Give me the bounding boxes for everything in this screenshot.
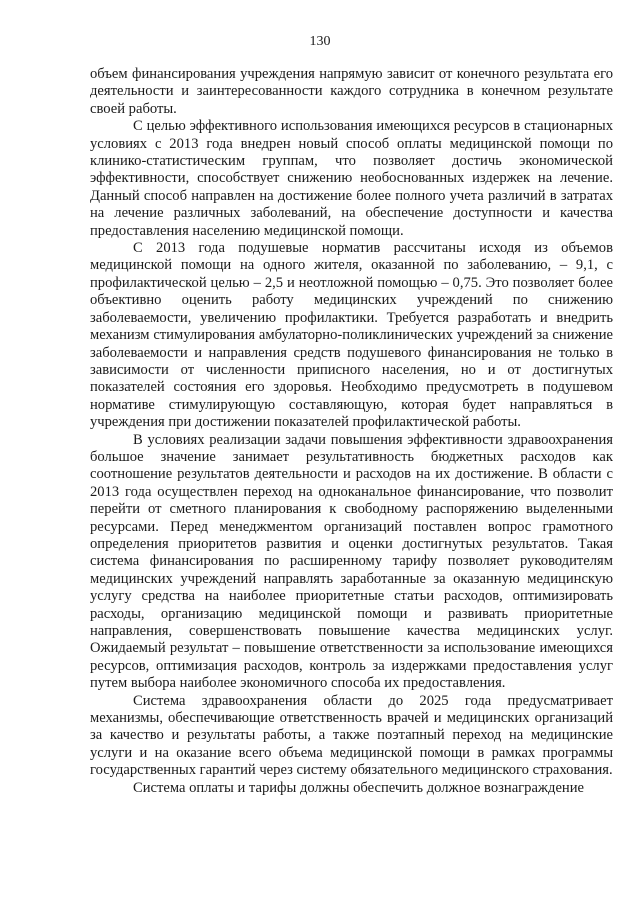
- paragraph-efficiency: В условиях реализации задачи повышения эффективности здравоохранения большое значение занимает результативность бюджетных расходов как соотношение результатов деятельности и расходов на их достижение. В области с 2013 года осуществлен переход на одноканальное финансирование, что позволит перейти от сметного планирования к свободному распоряжению выделенными ресурсами. Перед менеджментом организаций поставлен вопрос грамотного определения приоритетов развития и оценки достигнутых результатов. Такая система финансирования по расширенному тарифу позволяет руководителям медицинских учреждений направлять заработанные за оказанную медицинскую услугу средства на наиболее приоритетные статьи расходов, оптимизировать расходы, организацию медицинской помощи и развивать приоритетные направления, совершенствовать повышение качества медицинских услуг. Ожидаемый результат – повышение ответственности за использование имеющихся ресурсов, оптимизация расходов, контроль за издержками предоставления услуг путем выбора наиболее экономичного способа их предоставления.: [90, 431, 613, 692]
- page-number: 130: [309, 34, 331, 49]
- paragraph-continuation: объем финансирования учреждения напрямую зависит от конечного результата его деятельности и заинтересованности каждого сотрудника в конечном результате своей работы.: [90, 66, 613, 117]
- paragraph-per-capita-norms: С 2013 года подушевые норматив рассчитаны исходя из объемов медицинской помощи на одного жителя, оказанной по заболеванию, – 9,1, с профилактической целью – 2,5 и неотложной помощью – 0,75. Это позволяет более объективно оценить работу медицинских учреждений по снижению заболеваемости, увеличению профилактики. Требуется разработать и внедрить механизм стимулирования амбулаторно-поликлинических учреждений за снижение заболеваемости и направления средств подушевого финансирования не только в зависимости от численности приписного населения, но и от достигнутых показателей состояния его здоровья. Необходимо предусмотреть в подушевом нормативе стимулирующую составляющую, которая будет направляться в учреждения при достижении показателей профилактической работы.: [90, 240, 613, 431]
- paragraph-system-2025: Система здравоохранения области до 2025 года предусматривает механизмы, обеспечивающие ответственность врачей и медицинских организаций за качество и результаты работы, а также поэтапный переход на медицинские услуги и на оказание всего объема медицинской помощи в рамках программы государственных гарантий через систему обязательного медицинского страхования.: [90, 692, 613, 779]
- document-body: [90, 66, 613, 797]
- paragraph-payment-system: Система оплаты и тарифы должны обеспечить должное вознаграждение: [133, 779, 585, 796]
- paragraph-payment-method: С целью эффективного использования имеющихся ресурсов в стационарных условиях с 2013 года внедрен новый способ оплаты медицинской помощи по клинико-статистическим группам, что позволяет достичь экономической эффективности, способствует снижению необоснованных издержек на лечение. Данный способ направлен на достижение более полного учета различий в затратах на лечение различных заболеваний, на обеспечение доступности и качества предоставления населению медицинской помощи.: [90, 118, 613, 239]
